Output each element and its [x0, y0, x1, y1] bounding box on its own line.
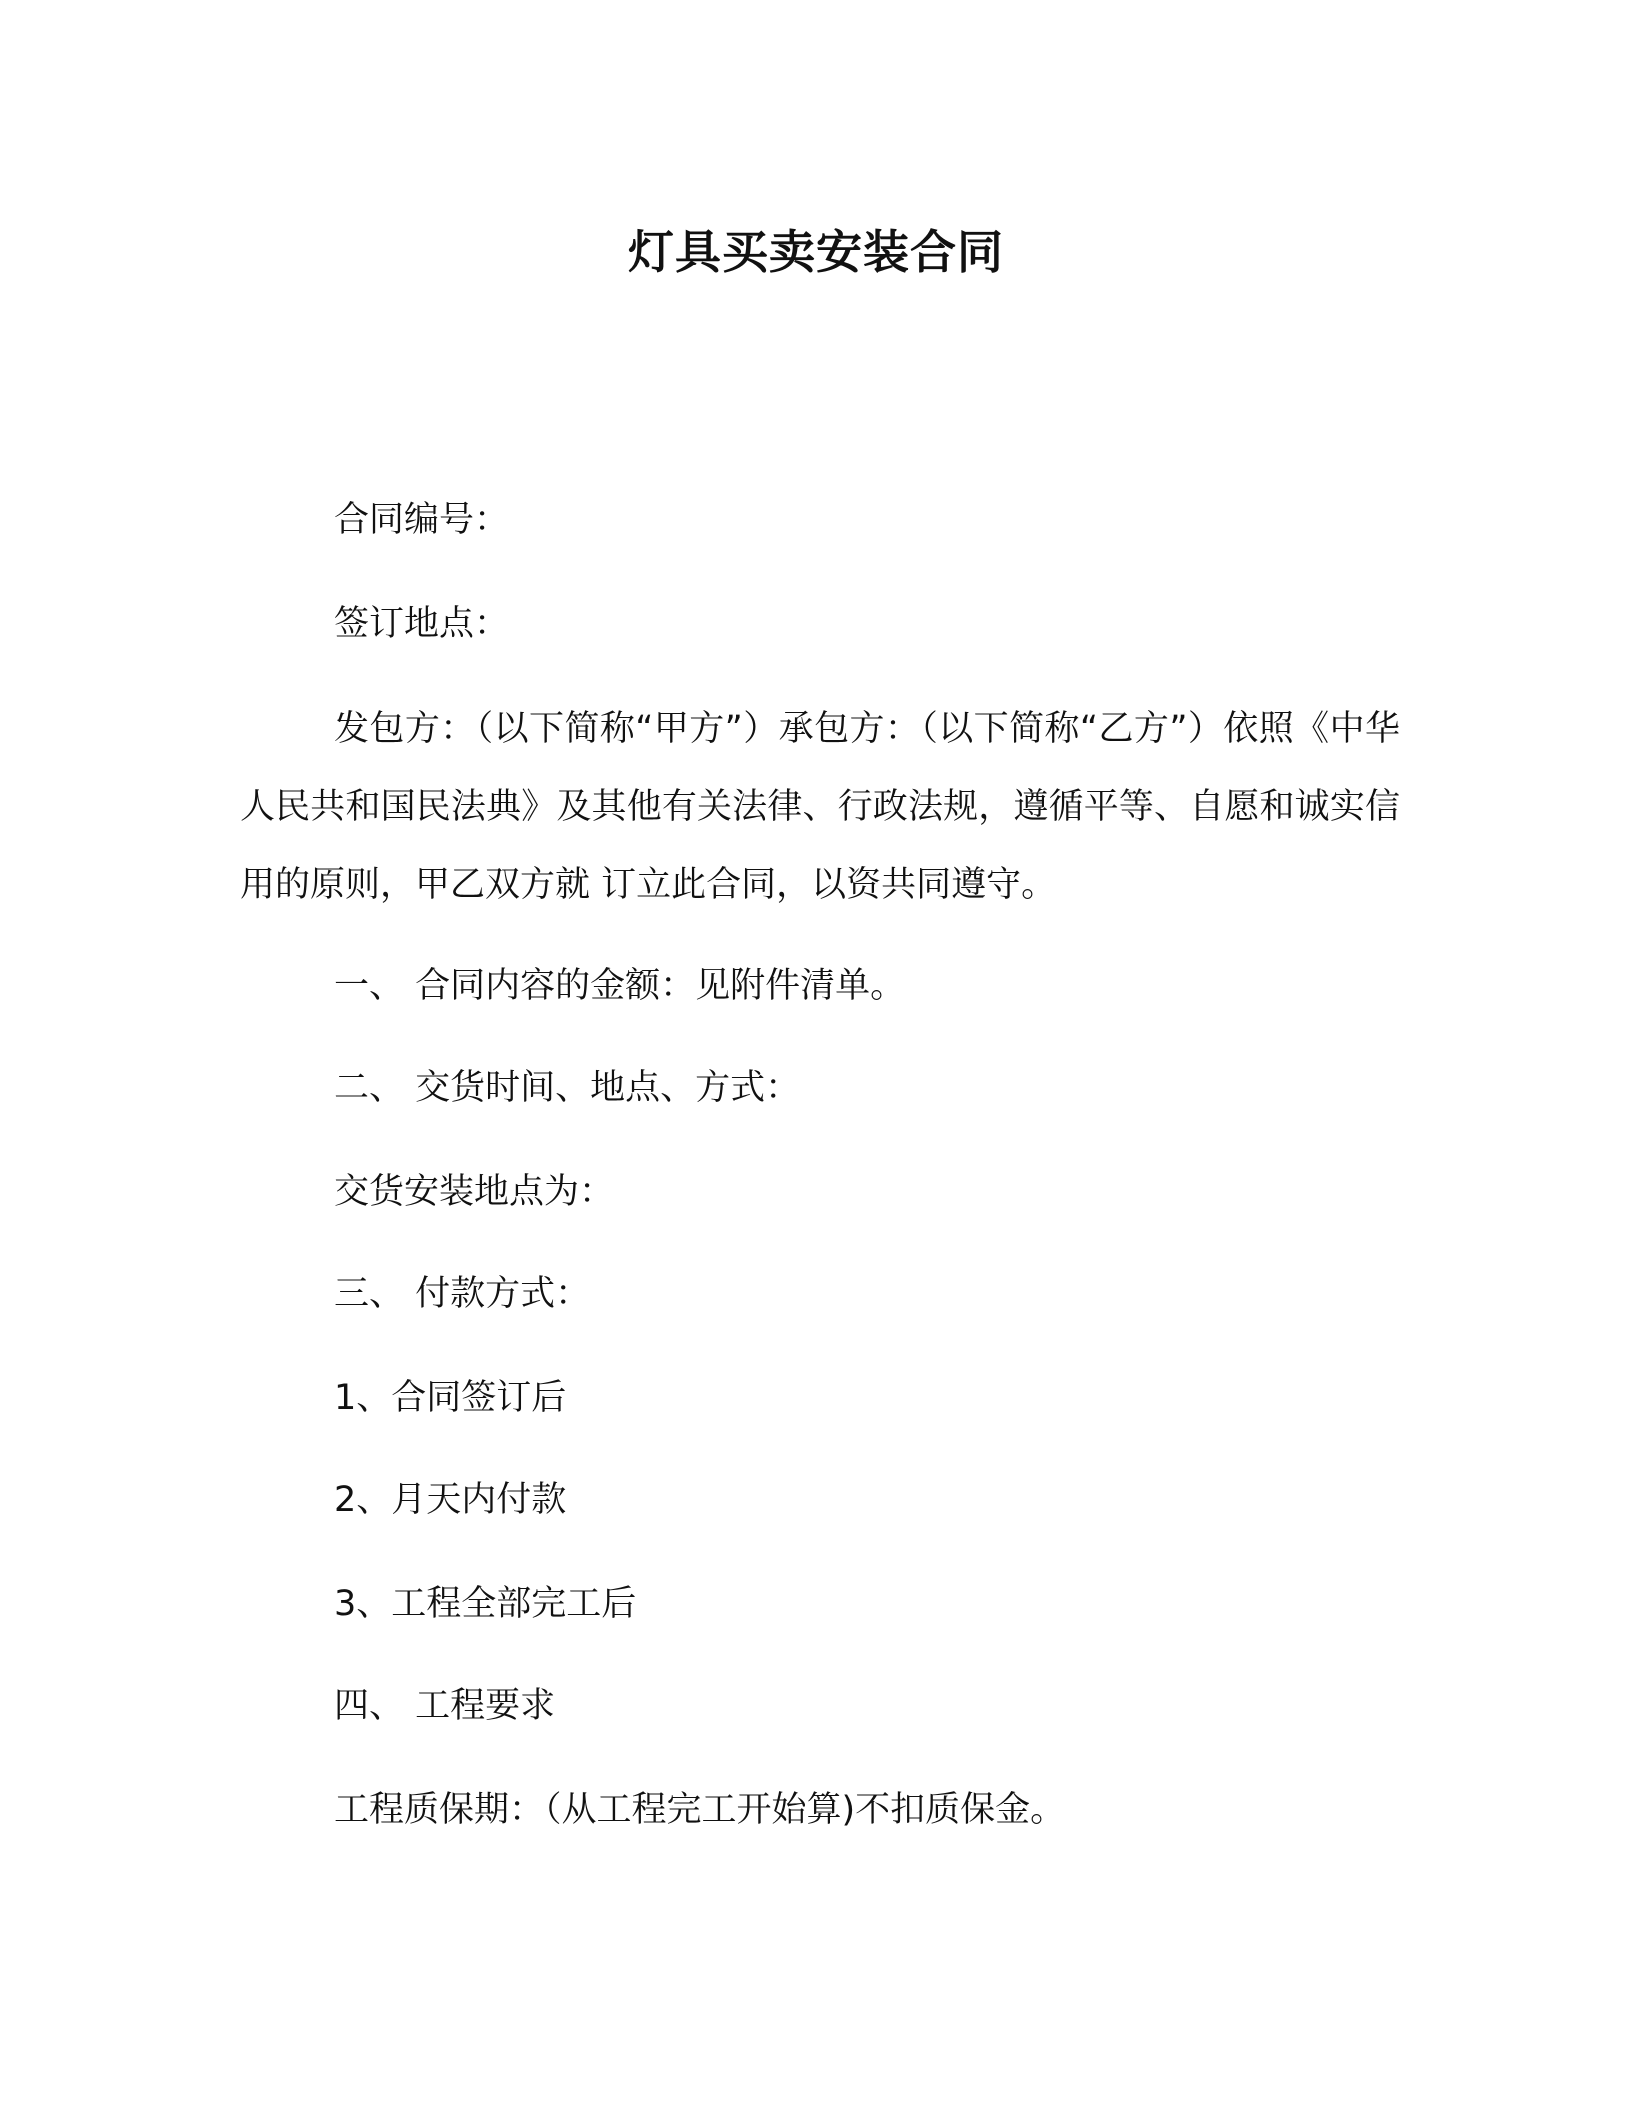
payment-item-3: 3、工程全部完工后 — [334, 1584, 637, 1624]
section-3-heading: 三、 付款方式： — [334, 1274, 591, 1314]
section-1-heading: 一、 合同内容的金额：见附件清单。 — [334, 966, 906, 1006]
section-4-heading: 四、 工程要求 — [334, 1686, 556, 1726]
payment-item-1: 1、合同签订后 — [334, 1378, 567, 1418]
delivery-location-label: 交货安装地点为： — [334, 1172, 615, 1212]
contract-number-label: 合同编号： — [334, 500, 510, 540]
warranty-period-label: 工程质保期：（从工程完工开始算)不扣质保金。 — [334, 1790, 1066, 1830]
document-title: 灯具买卖安装合同 — [628, 225, 1004, 279]
preamble-paragraph: 发包方：（以下简称“甲方”）承包方：（以下简称“乙方”）依照《中华人民共和国民法典》及其他有关法律、行政法规，遵循平等、自愿和诚实信用的原则，甲乙双方就 订立此合同，以资共同遵守。 — [240, 709, 1400, 905]
payment-item-2: 2、月天内付款 — [334, 1480, 567, 1520]
signing-place-label: 签订地点： — [334, 604, 510, 644]
section-2-heading: 二、 交货时间、地点、方式： — [334, 1068, 801, 1108]
